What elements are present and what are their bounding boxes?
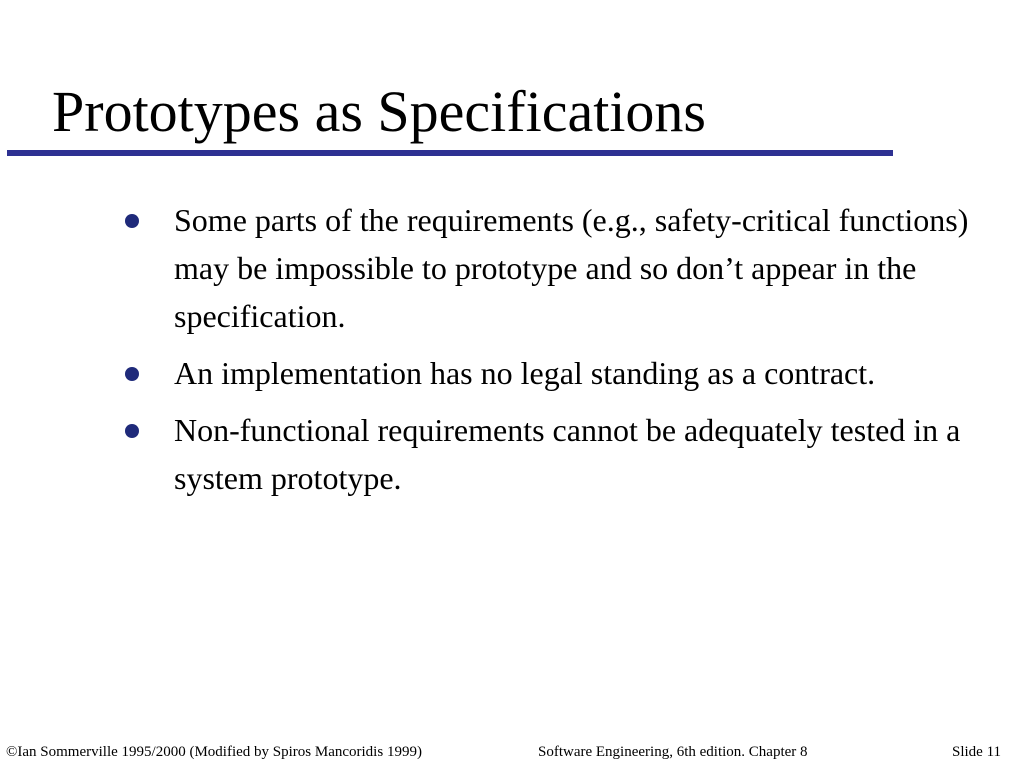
bullet-text: An implementation has no legal standing as a contract.	[174, 355, 876, 391]
bullet-dot-icon	[125, 367, 139, 381]
footer-slide-number: Slide 11	[952, 744, 1002, 760]
footer-copyright: ©Ian Sommerville 1995/2000 (Modified by Spiros Mancoridis 1999)	[6, 744, 422, 760]
footer-book-title: Software Engineering, 6th edition. Chapter 8	[538, 744, 808, 760]
bullet-item	[174, 349, 994, 397]
bullet-dot-icon	[125, 424, 139, 438]
bullet-text: Non-functional requirements cannot be adequately tested in a system prototype.	[174, 412, 961, 496]
slide-title: Prototypes as Specifications	[52, 79, 707, 144]
bullet-item	[174, 196, 994, 340]
bullet-list	[174, 196, 994, 511]
bullet-item	[174, 406, 994, 502]
bullet-text: Some parts of the requirements (e.g., safety-critical functions) may be impossible to prototype and so don’t appear in the specification.	[174, 202, 969, 334]
bullet-dot-icon	[125, 214, 139, 228]
title-underline	[7, 150, 893, 156]
